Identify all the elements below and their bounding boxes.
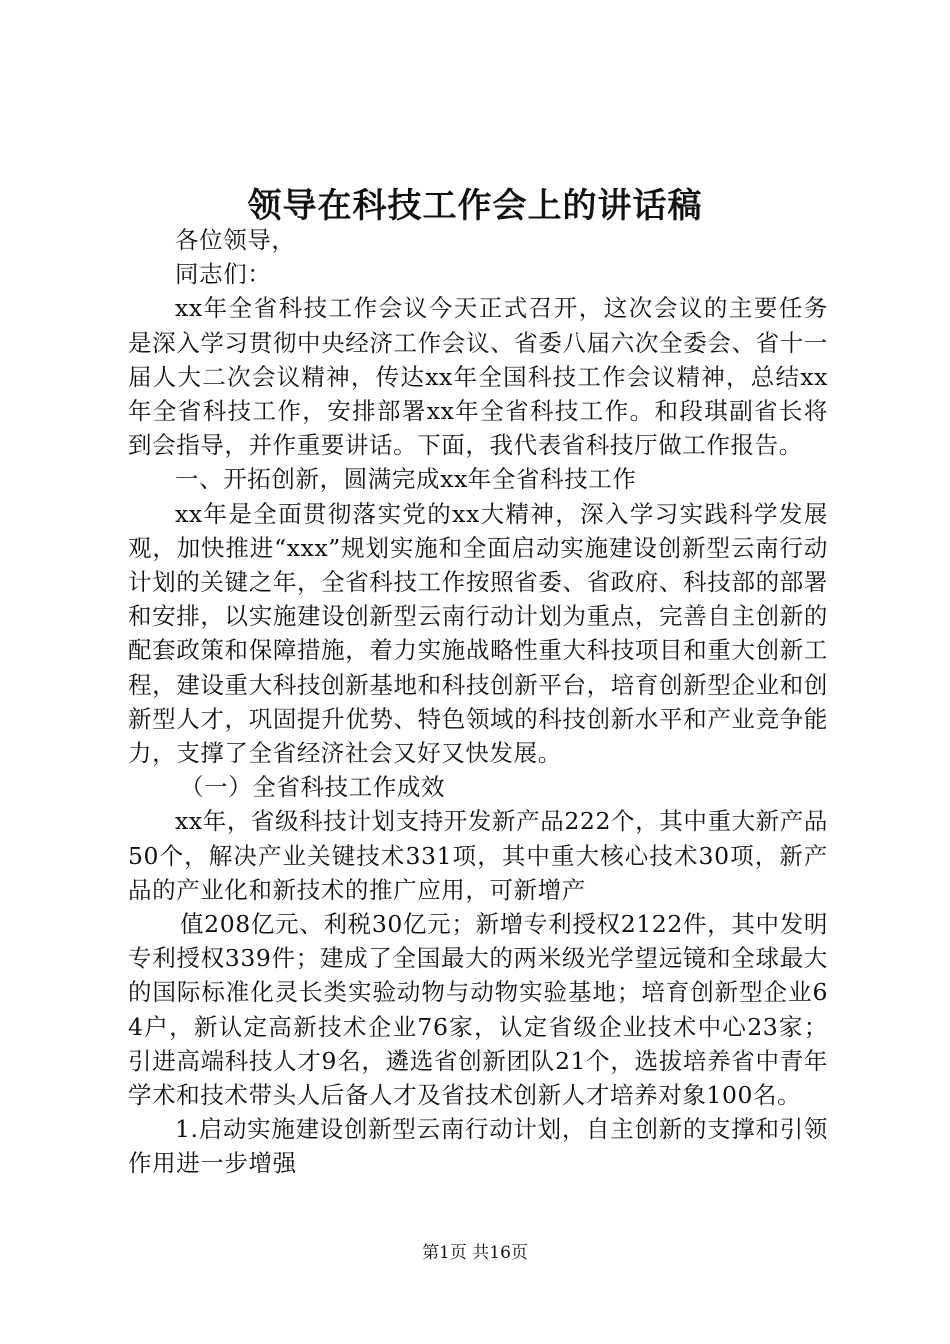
subsection-heading-1: （一）全省科技工作成效 <box>180 773 446 802</box>
document-body <box>128 223 828 1181</box>
salutation-comrades: 同志们： <box>175 260 272 289</box>
achievements-continued-paragraph: 值208亿元、利税30亿元；新增专利授权2122件，其中发明专利授权339件；建成了全国最大的两米级光学望远镜和全球最大的国际标准化灵长类实验动物与动物实验基地；培育创新型企业64户，新认定高新技术企业76家，认定省级企业技术中心23家；引进高端科技人才9名，遴选省创新团队21个，选拔培养省中青年学术和技术带头人后备人才及省技术创新人才培养对象100名。 <box>128 910 828 1110</box>
page-number-footer: 第1页 共16页 <box>422 1243 528 1263</box>
intro-paragraph: xx年全省科技工作会议今天正式召开，这次会议的主要任务是深入学习贯彻中央经济工作会议、省委八届六次全委会、省十一届人大二次会议精神，传达xx年全国科技工作会议精神，总结xx年全省科技工作，安排部署xx年全省科技工作。和段琪副省长将到会指导，并作重要讲话。下面，我代表省科技厅做工作报告。 <box>128 294 828 460</box>
salutation-leaders: 各位领导， <box>175 226 296 254</box>
achievements-paragraph: xx年，省级科技计划支持开发新产品222个，其中重大新产品50个，解决产业关键技术331项，其中重大核心技术30项，新产品的产业化和新技术的推广应用，可新增产 <box>128 807 828 904</box>
document-title: 领导在科技工作会上的讲话稿 <box>247 186 703 226</box>
section-heading-1: 一、开拓创新，圆满完成xx年全省科技工作 <box>175 465 637 494</box>
section-1-paragraph: xx年是全面贯彻落实党的xx大精神，深入学习实践科学发展观，加快推进“xxx”规划实施和全面启动实施建设创新型云南行动计划的关键之年，全省科技工作按照省委、省政府、科技部的部署和安排，以实施建设创新型云南行动计划为重点，完善自主创新的配套政策和保障措施，着力实施战略性重大科技项目和重大创新工程，建设重大科技创新基地和科技创新平台，培育创新型企业和创新型人才，巩固提升优势、特色领域的科技创新水平和产业竞争能力，支撑了全省经济社会又好又快发展。 <box>128 499 828 768</box>
item-heading-1: 1.启动实施建设创新型云南行动计划，自主创新的支撑和引领作用进一步增强 <box>128 1115 828 1178</box>
